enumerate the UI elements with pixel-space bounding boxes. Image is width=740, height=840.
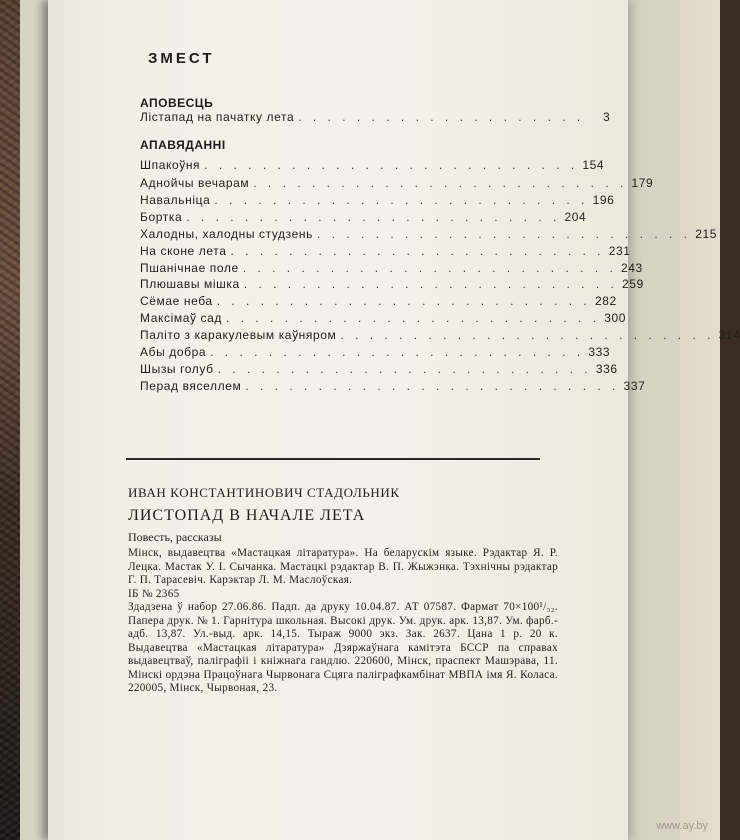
toc-entry-title: Лістапад на пачатку лета (140, 110, 295, 124)
toc-entry-title: Шызы голуб (140, 362, 214, 376)
toc-entry-title: Плюшавы мішка (140, 277, 240, 291)
leader-dots: . . . . . . . . . . . . . . . . . . . . . . . . . . (253, 176, 628, 190)
toc-entry-title: Бортка (140, 210, 183, 224)
section-title-apaviadanni: АПАВЯДАННІ (140, 138, 226, 152)
toc-entry-page: 179 (631, 176, 654, 190)
toc-entry-title: Абы добра (140, 345, 207, 359)
leader-dots: . . . . . . . . . . . . . . . . . . . . . . . . . . (216, 294, 591, 308)
watermark: www.ay.by (656, 820, 708, 832)
leader-dots: . . . . . . . . . . . . . . . . . . . . . . . . . . (245, 379, 620, 393)
imprint-publisher-credits: Мінск, выдавецтва «Мастацкая літаратура». На беларускім языке. Рэдактар Я. Р. Лецка. Мастак У. І. Сычанка. Мастацкі рэдактар В. П. Жыжэнка. Тэхнічны рэдактар Г. П. Тарасевіч. Карэктар Л. М. Маслоўская. (128, 547, 558, 586)
imprint-print-details: Здадзена ў набор 27.06.86. Падп. да друку 10.04.87. АТ 07587. Фармат 70×100¹/₃₂. Папера друк. № 1. Гарнітура школьная. Высокі друк. Ум. друк. арк. 13,87. Ум. фарб.-адб. 13,87. Ул.-выд. арк. 14,15. Тыраж 9000 экз. Зак. 2637. Цана 1 р. 20 к. Выдавецтва «Мастацкая літаратура» Дзяржаўнага камітэта БССР па справах выдавецтваў, паліграфіі і кніжнага гандлю. 220600, Мінск, праспект Машэрава, 11. Мінскі ордэна Працоўнага Чырвонага Сцяга паліграфкамбінат МВПА імя Я. Коласа. 220005, Мінск, Чырвоная, 23. (128, 601, 558, 694)
toc-entry-title: Халодны, халодны студзень (140, 227, 313, 241)
toc-entry-page: 314 (718, 328, 740, 342)
toc-entry-page: 282 (594, 294, 617, 308)
leader-dots: . . . . . . . . . . . . . . . . . . . . . . . . . . (217, 362, 592, 376)
toc-entry (140, 227, 718, 243)
toc-entry (140, 158, 605, 174)
toc-entry-title: Перад вяселлем (140, 379, 242, 393)
toc-entry (140, 244, 631, 260)
toc-entry-page: 333 (588, 345, 611, 359)
toc-entry (140, 311, 627, 327)
toc-entry (140, 345, 611, 361)
toc-entry-title: Паліто з каракулевым каўняром (140, 328, 337, 342)
toc-entry-page: 300 (604, 311, 627, 325)
toc-title: ЗМЕСТ (148, 50, 215, 67)
toc-entry-title: На сконе лета (140, 244, 227, 258)
colophon-imprint (128, 547, 558, 696)
toc-entry (140, 362, 618, 378)
leader-dots: . . . . . . . . . . . . . . . . . . . . . . . . . . (210, 345, 585, 359)
toc-entry-title: Сёмае неба (140, 294, 213, 308)
leader-dots: . . . . . . . . . . . . . . . . . . . . . . . . . . (243, 277, 618, 291)
toc-entry-page: 3 (602, 110, 611, 124)
toc-entry-page: 154 (582, 158, 605, 172)
leader-dots: . . . . . . . . . . . . . . . . . . . . . . . . . . (340, 328, 715, 342)
colophon-book-title: ЛИСТОПАД В НАЧАЛЕ ЛЕТА (128, 507, 366, 524)
toc-entry-page: 243 (620, 261, 643, 275)
leader-dots: . . . . . . . . . . . . . . . . . . . . . . . . . . (214, 193, 589, 207)
toc-entry-page: 196 (592, 193, 615, 207)
toc-entry (140, 294, 617, 310)
separator-rule (126, 458, 540, 460)
colophon-subtitle: Повесть, рассказы (128, 530, 222, 544)
leader-dots: . . . . . . . . . . . . . . . . . . . . . . . . . . (242, 261, 617, 275)
toc-entry-title: Максімаў сад (140, 311, 222, 325)
toc-entry-page: 337 (623, 379, 646, 393)
toc-entry-page: 204 (564, 210, 587, 224)
leader-dots: . . . . . . . . . . . . . . . . . . . . . . . . . . (204, 158, 579, 172)
toc-entry-title: Аднойчы вечарам (140, 176, 250, 190)
leader-dots: . . . . . . . . . . . . . . . . . . . . . . . . . . (230, 244, 605, 258)
section-title-povest: АПОВЕСЦЬ (140, 96, 214, 110)
toc-entry (140, 193, 615, 209)
toc-entry (140, 261, 643, 277)
toc-entry-page: 215 (695, 227, 718, 241)
leader-dots: . . . . . . . . . . . . . . . . . . . . . . . . . . (186, 210, 561, 224)
toc-entry (140, 176, 654, 192)
leader-dots: . . . . . . . . . . . . . . . . . . . . (298, 110, 585, 124)
leader-dots: . . . . . . . . . . . . . . . . . . . . . . . . . . (316, 227, 692, 241)
toc-entry (140, 379, 646, 395)
toc-entry-title: Навальніца (140, 193, 211, 207)
toc-entry (140, 210, 587, 226)
book-page (48, 0, 628, 840)
colophon-author: ИВАН КОНСТАНТИНОВИЧ СТАДОЛЬНИК (128, 485, 400, 500)
toc-entry-title: Шпакоўня (140, 158, 201, 172)
toc-entry (140, 110, 611, 126)
toc-entry (140, 328, 740, 344)
imprint-ib-number: ІБ № 2365 (128, 587, 180, 600)
toc-entry-page: 231 (608, 244, 631, 258)
toc-entry-page: 336 (595, 362, 618, 376)
toc-entry-page: 259 (622, 277, 644, 291)
leader-dots: . . . . . . . . . . . . . . . . . . . . . . . . . . (226, 311, 601, 325)
toc-entry (140, 277, 644, 293)
toc-entry-title: Пшанічнае поле (140, 261, 239, 275)
